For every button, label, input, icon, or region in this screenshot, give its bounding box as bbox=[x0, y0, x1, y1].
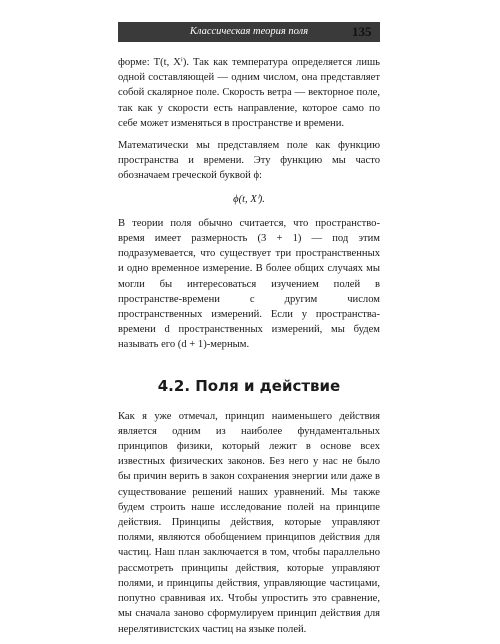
running-header bbox=[118, 22, 380, 42]
page-number: 135 bbox=[352, 24, 372, 39]
section-title: 4.2. Поля и действие bbox=[157, 376, 341, 395]
paragraph-2: Математически мы представляем поле как функцию пространства и времени. Эту функцию мы часто обозначаем греческой буквой ϕ: bbox=[118, 140, 380, 182]
running-title: Классическая теория поля bbox=[189, 26, 309, 37]
paragraph-1: форме: T(t, Xⁱ). Так как температура определяется лишь одной составляющей — одним числом, она представляет собой скалярное поле. Скорость ветра — векторное поле, так как у скорости есть направление, которое само по себе может изменяться в пространстве и времени. bbox=[118, 57, 380, 129]
formula-phi: ϕ(t, Xⁱ). bbox=[233, 193, 265, 205]
page-body bbox=[118, 55, 380, 644]
paragraph-3: В теории поля обычно считается, что пространство-время имеет размерность (3 + 1) — под этим подразумевается, что существует три пространственных и одно временное измерение. В более общих случаях мы могли бы интересоваться изучением полей в пространстве-времени с другим числом пространственных измерений. Если у пространства-времени d пространственных измерений, мы будем называть его (d + 1)-мерным. bbox=[118, 217, 380, 351]
section-paragraph: Как я уже отмечал, принцип наименьшего действия является одним из наиболее фундаментальных принципов физики, который лежит в основе всех известных физических законов. Без него у нас не было бы причин верить в закон сохранения энергии или даже в существование решений наших уравнений. Мы также будем строить наше исследование полей на принципе действия. Принципы действия, которые управляют полями, являются обобщением принципов действия для частиц. Наш план заключается в том, чтобы параллельно рассмотреть принципы действия, которые управляют полями, и принципы действия, управляющие частицами, попутно сравнивая их. Чтобы упростить это сравнение, мы сначала заново сформулируем принцип действия для нерелятивистских частиц на языке полей. bbox=[118, 410, 380, 635]
